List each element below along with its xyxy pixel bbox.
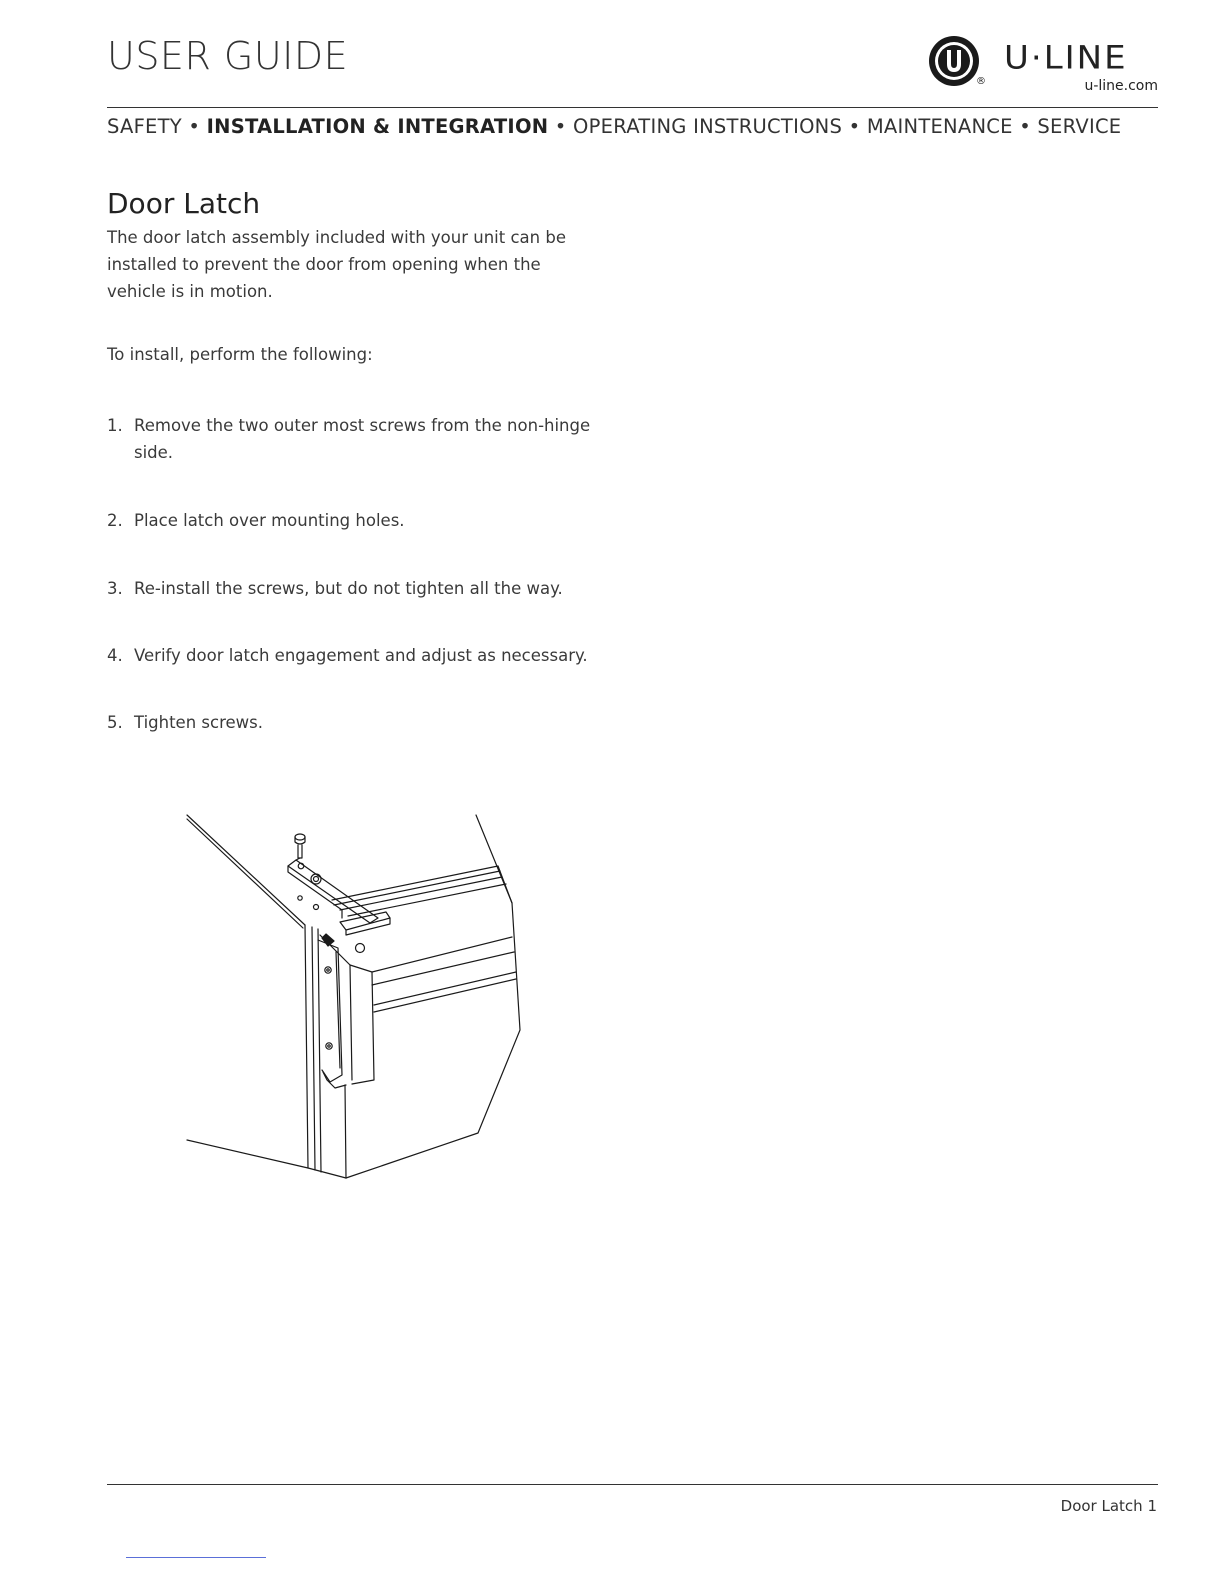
step-item <box>107 709 607 736</box>
nav-separator: • <box>1019 115 1031 138</box>
u-line-logo-icon <box>928 34 980 88</box>
step-item <box>107 575 607 602</box>
door-latch-illustration <box>180 810 540 1190</box>
step-number: 5. <box>107 713 123 732</box>
step-number: 3. <box>107 579 123 598</box>
step-item <box>107 642 607 669</box>
nav-item-service[interactable]: SERVICE <box>1037 115 1122 138</box>
step-item <box>107 412 607 466</box>
step-item <box>107 507 607 534</box>
step-text: Remove the two outer most screws from the non-hinge side. <box>134 416 591 462</box>
step-number: 1. <box>107 416 123 435</box>
nav-separator: • <box>188 115 201 138</box>
intro-paragraph: The door latch assembly included with your unit can be installed to prevent the door from opening when the vehicle is in motion. <box>107 228 566 301</box>
nav-item-installation-integration[interactable]: INSTALLATION & INTEGRATION <box>206 115 549 138</box>
section-title: Door Latch <box>107 186 261 220</box>
nav-item-operating-instructions[interactable]: OPERATING INSTRUCTIONS <box>573 115 843 138</box>
nav-item-safety[interactable]: SAFETY <box>107 115 182 138</box>
document-title: USER GUIDE <box>107 34 349 78</box>
brand-wordmark: U·LINE <box>1004 39 1128 77</box>
nav-separator: • <box>848 115 861 138</box>
step-text: Verify door latch engagement and adjust as necessary. <box>134 646 588 665</box>
section-nav <box>107 115 1167 138</box>
step-number: 4. <box>107 646 123 665</box>
brand-url[interactable]: u-line.com <box>1084 78 1158 94</box>
registered-mark: ® <box>976 76 986 87</box>
brand-logo[interactable] <box>928 34 1160 96</box>
step-text: Place latch over mounting holes. <box>134 511 405 530</box>
link-underline[interactable] <box>126 1557 266 1558</box>
step-text: Re-install the screws, but do not tighten all the way. <box>134 579 563 598</box>
nav-item-maintenance[interactable]: MAINTENANCE <box>866 115 1013 138</box>
footer-divider <box>107 1484 1158 1485</box>
header-divider <box>107 107 1158 108</box>
step-number: 2. <box>107 511 123 530</box>
page-footer-label: Door Latch 1 <box>1060 1497 1157 1515</box>
instructions-lead: To install, perform the following: <box>107 345 373 364</box>
step-text: Tighten screws. <box>134 713 263 732</box>
nav-separator: • <box>554 115 567 138</box>
